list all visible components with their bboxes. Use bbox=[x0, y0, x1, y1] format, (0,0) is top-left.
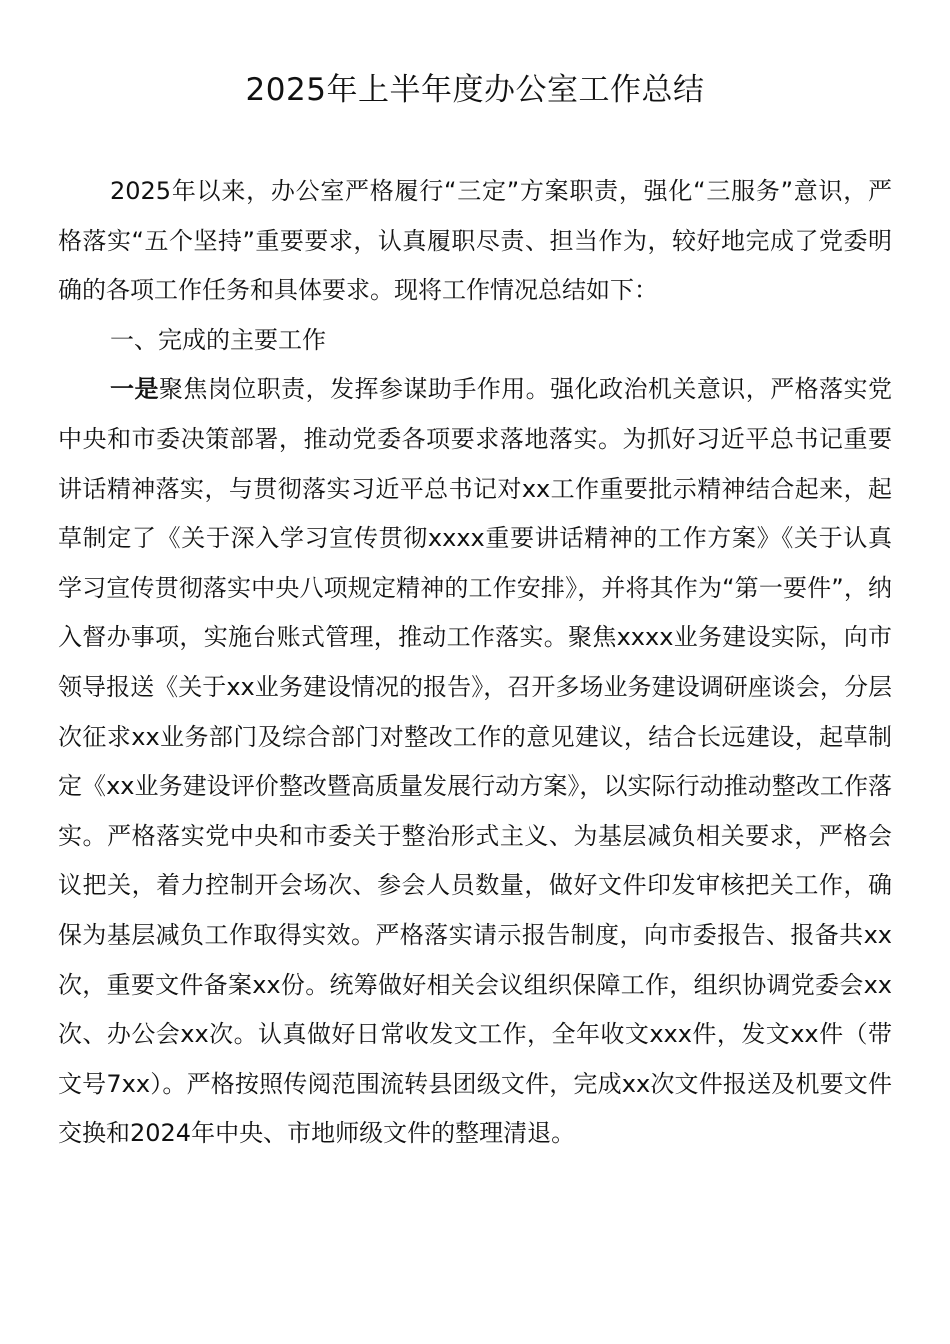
document-body bbox=[58, 167, 892, 1159]
item-lead: 一是 bbox=[110, 375, 159, 404]
section-heading: 一、完成的主要工作 bbox=[110, 325, 326, 354]
item-text: 聚焦岗位职责，发挥参谋助手作用。强化政治机关意识，严格落实党中央和市委决策部署，推动党委各项要求落地落实。为抓好习近平总书记重要讲话精神落实，与贯彻落实习近平总书记对xx工作重要批示精神结合起来，起草制定了《关于深入学习宣传贯彻xxxx重要讲话精神的工作方案》《关于认真学习宣传贯彻落实中央八项规定精神的工作安排》，并将其作为“第一要件”，纳入督办事项，实施台账式管理，推动工作落实。聚焦xxxx业务建设实际，向市领导报送《关于xx业务建设情况的报告》，召开多场业务建设调研座谈会，分层次征求xx业务部门及综合部门对整改工作的意见建议，结合长远建设，起草制定《xx业务建设评价整改暨高质量发展行动方案》，以实际行动推动整改工作落实。严格落实党中央和市委关于整治形式主义、为基层减负相关要求，严格会议把关，着力控制开会场次、参会人员数量，做好文件印发审核把关工作，确保为基层减负工作取得实效。严格落实请示报告制度，向市委报告、报备共xx次，重要文件备案xx份。统筹做好相关会议组织保障工作，组织协调党委会xx次、办公会xx次。认真做好日常收发文工作，全年收文xxx件，发文xx件（带文号7xx）。严格按照传阅范围流转县团级文件，完成xx次文件报送及机要文件交换和2024年中央、市地师级文件的整理清退。 bbox=[58, 375, 893, 1148]
intro-paragraph: 2025年以来，办公室严格履行“三定”方案职责，强化“三服务”意识，严格落实“五个坚持”重要要求，认真履职尽责、担当作为，较好地完成了党委明确的各项工作任务和具体要求。现将工作情况总结如下： bbox=[58, 177, 892, 305]
item-paragraph bbox=[58, 365, 892, 1159]
document-title: 2025年上半年度办公室工作总结 bbox=[245, 72, 705, 108]
